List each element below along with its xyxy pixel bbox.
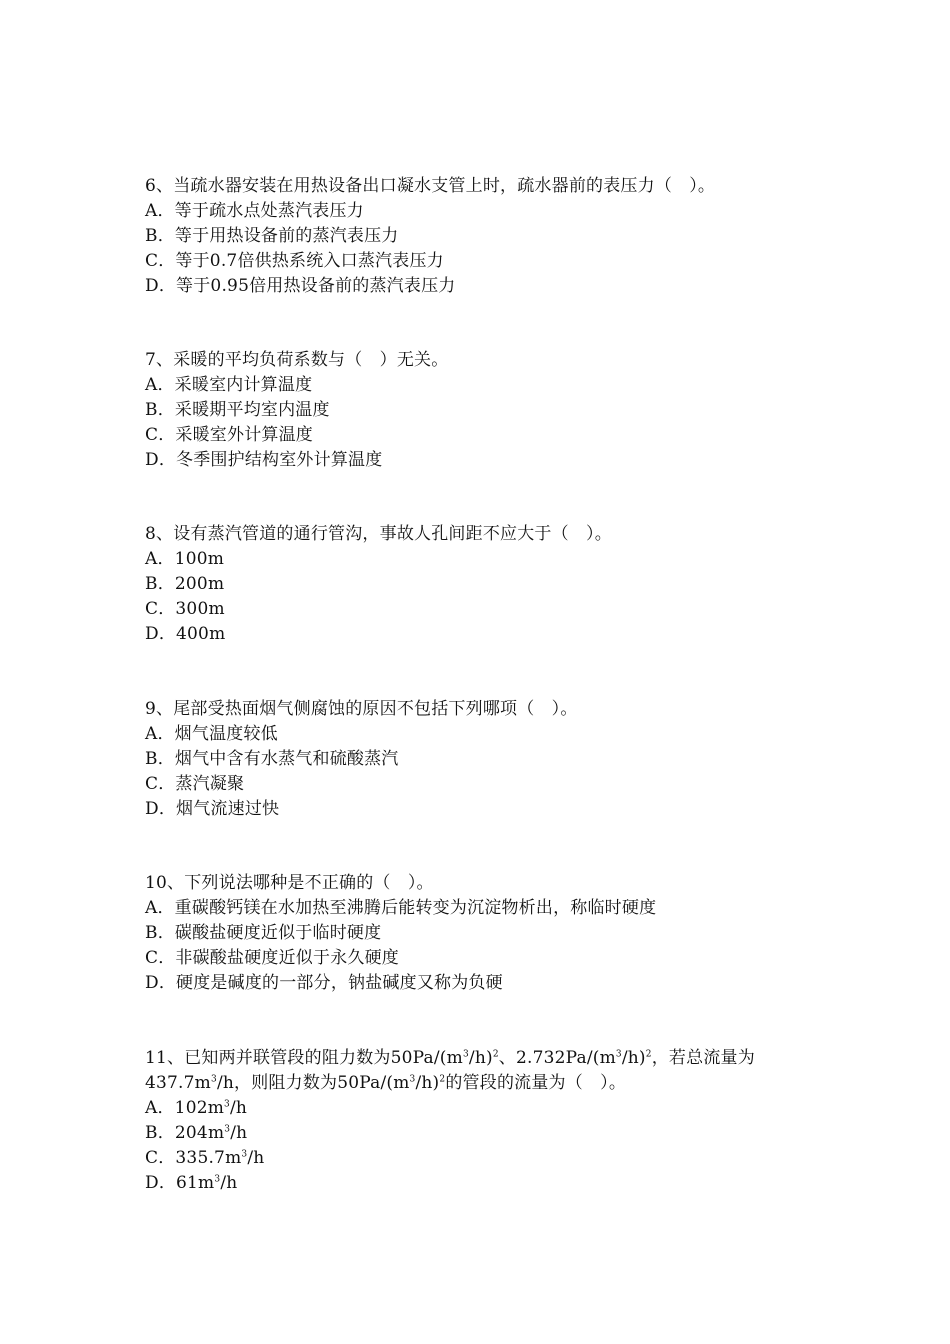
option-a bbox=[145, 1096, 825, 1121]
option-d bbox=[145, 1171, 825, 1196]
option-c bbox=[145, 1146, 825, 1171]
option-c: C．蒸汽凝聚 bbox=[145, 774, 245, 794]
stem-text: 的管段的流量为（ ）。 bbox=[445, 1073, 627, 1093]
superscript: 2 bbox=[439, 1074, 446, 1085]
option-text: A．102m bbox=[145, 1098, 225, 1118]
option-unit: /h bbox=[229, 1098, 248, 1118]
option-unit: /h bbox=[230, 1123, 248, 1143]
option-unit: /h bbox=[247, 1148, 265, 1168]
option-a: A．采暖室内计算温度 bbox=[145, 375, 313, 395]
question-11 bbox=[145, 1046, 825, 1196]
stem-text: 11、已知两并联管段的阻力数为50Pa/(m bbox=[145, 1048, 463, 1068]
option-c: C．采暖室外计算温度 bbox=[145, 425, 314, 445]
question-stem-line-2 bbox=[145, 1071, 825, 1096]
superscript: 3 bbox=[224, 1124, 231, 1135]
superscript: 3 bbox=[462, 1049, 469, 1060]
option-c: C．等于0.7倍供热系统入口蒸汽表压力 bbox=[145, 251, 444, 271]
option-b: B．200m bbox=[145, 574, 225, 594]
option-d: D．冬季围护结构室外计算温度 bbox=[145, 450, 383, 470]
superscript: 3 bbox=[211, 1074, 217, 1085]
question-7 bbox=[145, 348, 825, 473]
option-text: C．335.7m bbox=[145, 1148, 242, 1168]
option-unit: /h bbox=[220, 1173, 238, 1193]
superscript: 3 bbox=[214, 1174, 221, 1185]
option-b bbox=[145, 1121, 825, 1146]
option-b: B．等于用热设备前的蒸汽表压力 bbox=[145, 226, 399, 246]
question-stem: 7、采暖的平均负荷系数与（ ）无关。 bbox=[145, 350, 449, 370]
option-d: D．等于0.95倍用热设备前的蒸汽表压力 bbox=[145, 276, 456, 296]
question-stem: 8、设有蒸汽管道的通行管沟，事故人孔间距不应大于（ ）。 bbox=[145, 524, 612, 544]
option-b: B．采暖期平均室内温度 bbox=[145, 400, 330, 420]
option-text: B．204m bbox=[145, 1123, 225, 1143]
stem-text: 、2.732Pa/(m bbox=[498, 1048, 616, 1068]
option-d: D．400m bbox=[145, 624, 226, 644]
superscript: 3 bbox=[224, 1099, 230, 1110]
superscript: 3 bbox=[409, 1074, 416, 1085]
superscript: 2 bbox=[492, 1049, 499, 1060]
option-c: C．非碳酸盐硬度近似于永久硬度 bbox=[145, 948, 400, 968]
question-stem: 6、当疏水器安装在用热设备出口凝水支管上时，疏水器前的表压力（ ）。 bbox=[145, 176, 716, 196]
option-b: B．碳酸盐硬度近似于临时硬度 bbox=[145, 923, 382, 943]
option-d: D．硬度是碱度的一部分，钠盐碱度又称为负硬 bbox=[145, 973, 503, 993]
question-stem-line-1 bbox=[145, 1046, 825, 1071]
option-a: A．等于疏水点处蒸汽表压力 bbox=[145, 201, 364, 221]
superscript: 3 bbox=[241, 1149, 248, 1160]
option-a: A．烟气温度较低 bbox=[145, 724, 278, 744]
question-9 bbox=[145, 697, 825, 822]
question-8 bbox=[145, 522, 825, 647]
superscript: 2 bbox=[645, 1049, 652, 1060]
stem-text: ，若总流量为 bbox=[651, 1048, 755, 1068]
superscript: 3 bbox=[615, 1049, 622, 1060]
stem-text: 437.7m bbox=[145, 1073, 211, 1093]
question-stem: 9、尾部受热面烟气侧腐蚀的原因不包括下列哪项（ ）。 bbox=[145, 699, 578, 719]
option-text: D．61m bbox=[145, 1173, 215, 1193]
stem-text: /h) bbox=[621, 1048, 646, 1068]
option-a: A．重碳酸钙镁在水加热至沸腾后能转变为沉淀物析出，称临时硬度 bbox=[145, 898, 657, 918]
question-stem: 10、下列说法哪种是不正确的（ ）。 bbox=[145, 873, 434, 893]
option-b: B．烟气中含有水蒸气和硫酸蒸汽 bbox=[145, 749, 399, 769]
option-d: D．烟气流速过快 bbox=[145, 799, 280, 819]
question-10 bbox=[145, 871, 825, 996]
option-c: C．300m bbox=[145, 599, 225, 619]
stem-text: /h) bbox=[468, 1048, 493, 1068]
question-6 bbox=[145, 174, 825, 299]
stem-text: /h，则阻力数为50Pa/(m bbox=[216, 1073, 410, 1093]
option-a: A．100m bbox=[145, 549, 225, 569]
stem-text: /h) bbox=[415, 1073, 440, 1093]
